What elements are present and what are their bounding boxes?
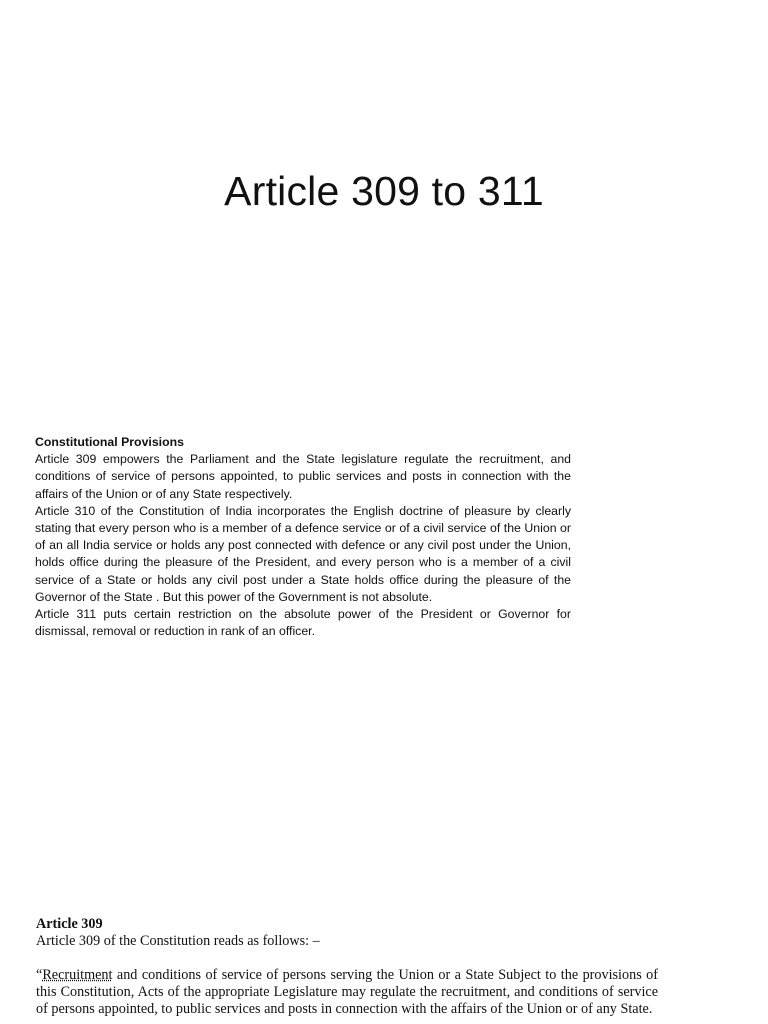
constitutional-provisions-section xyxy=(35,434,571,640)
article-309-quote xyxy=(36,967,658,1018)
paragraph-article-310: Article 310 of the Constitution of India incorporates the English doctrine of pleasure by clearly stating that every person who is a member of a defence service or of a civil service of the Union or of an all India service or holds any post connected with defence or any civil post under the Union, holds office during the pleasure of the President, and every person who is a member of a civil service of a State or holds any civil post under a State holds office during the pleasure of the Governor of the State . But this power of the Government is not absolute. xyxy=(35,503,571,604)
article-309-heading: Article 309 xyxy=(36,916,103,932)
article-309-section xyxy=(36,916,658,1018)
paragraph-article-309: Article 309 empowers the Parliament and the State legislature regulate the recruitment, and conditions of service of persons appointed, to public services and posts in connection with the affairs of the Union or of any State respectively. xyxy=(35,452,571,501)
quote-body: and conditions of service of persons serving the Union or a State Subject to the provisions of this Constitution, Acts of the appropriate Legislature may regulate the recruitment, and conditions of service of persons appointed, to public services and posts in connection with the affairs of the Union or of any State. xyxy=(36,967,658,1017)
paragraph-article-311: Article 311 puts certain restriction on the absolute power of the President or Governor for dismissal, removal or reduction in rank of an officer. xyxy=(35,607,571,639)
page-title: Article 309 to 311 xyxy=(224,168,544,214)
quote-first-word: Recruitment xyxy=(42,967,113,983)
article-309-intro: Article 309 of the Constitution reads as follows: – xyxy=(36,933,320,949)
quote-open-mark: “ xyxy=(36,967,43,983)
provisions-heading: Constitutional Provisions xyxy=(35,435,184,449)
